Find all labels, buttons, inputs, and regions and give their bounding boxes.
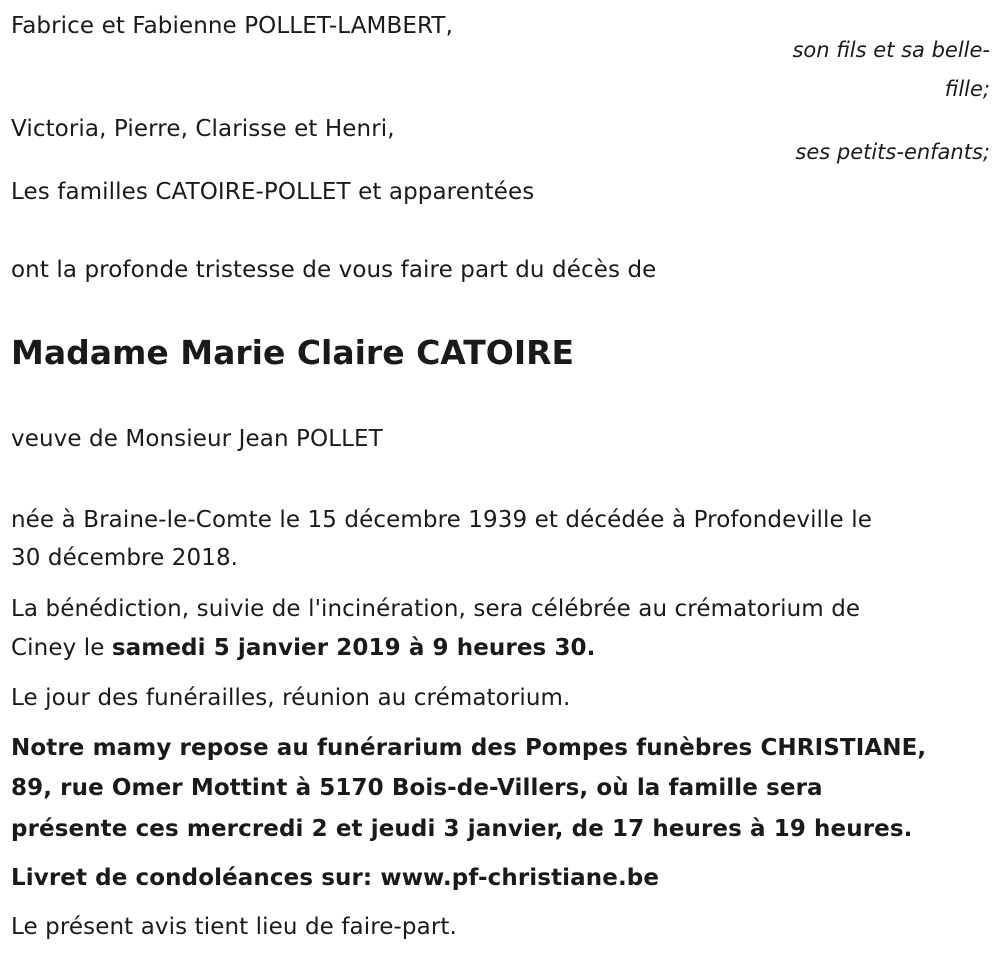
funerarium-line3: présente ces mercredi 2 et jeudi 3 janvier, de 17 heures à 19 heures. xyxy=(11,816,913,842)
ceremony-line1: La bénédiction, suivie de l'incinération, sera célébrée au crématorium de xyxy=(11,596,861,622)
deceased-name: Madame Marie Claire CATOIRE xyxy=(11,333,575,372)
ceremony-location: Ciney le xyxy=(11,635,112,661)
grandchildren-names: Victoria, Pierre, Clarisse et Henri, xyxy=(11,116,395,142)
notice-text: Le présent avis tient lieu de faire-part. xyxy=(11,914,457,940)
funerarium-line2: 89, rue Omer Mottint à 5170 Bois-de-Villers, où la famille sera xyxy=(11,775,823,801)
funerarium-line1: Notre mamy repose au funérarium des Pompes funèbres CHRISTIANE, xyxy=(11,735,927,761)
birth-death-line2: 30 décembre 2018. xyxy=(11,545,239,571)
son-relation-line1: son fils et sa belle- xyxy=(792,38,990,62)
ceremony-line2 xyxy=(11,628,596,668)
condolences-link[interactable]: Livret de condoléances sur: www.pf-christiane.be xyxy=(11,865,660,891)
son-relation-line2: fille; xyxy=(944,77,990,101)
grandchildren-relation: ses petits-enfants; xyxy=(795,140,990,164)
son-names: Fabrice et Fabienne POLLET-LAMBERT, xyxy=(11,13,453,39)
ceremony-datetime: samedi 5 janvier 2019 à 9 heures 30. xyxy=(111,635,596,661)
families-line: Les familles CATOIRE-POLLET et apparentées xyxy=(11,179,535,205)
birth-death-line1: née à Braine-le-Comte le 15 décembre 1939 et décédée à Profondeville le xyxy=(11,507,872,533)
announcement-text: ont la profonde tristesse de vous faire part du décès de xyxy=(11,257,657,283)
widow-of: veuve de Monsieur Jean POLLET xyxy=(11,426,383,452)
reunion-text: Le jour des funérailles, réunion au crématorium. xyxy=(11,685,571,711)
